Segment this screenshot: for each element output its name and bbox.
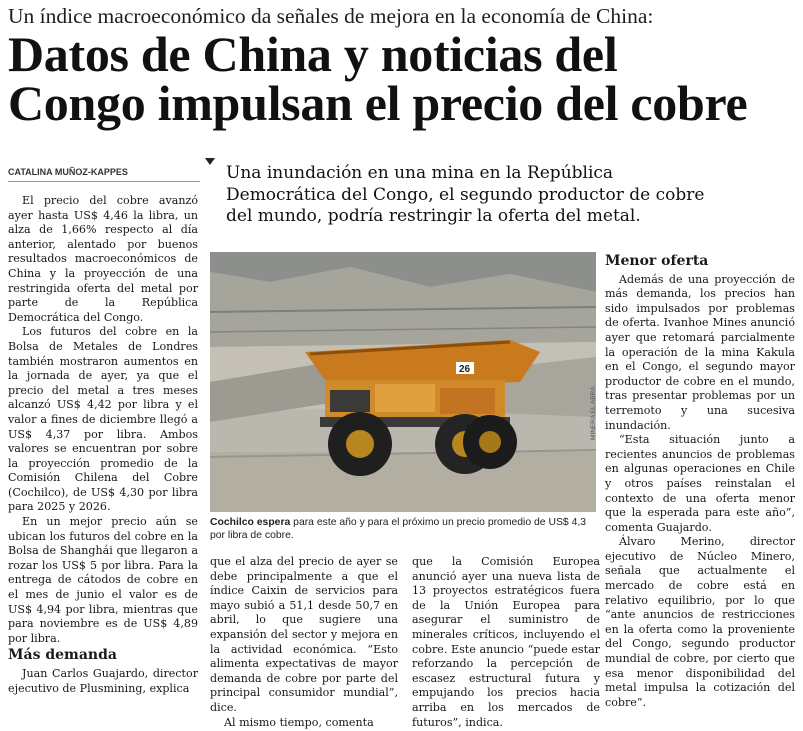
paragraph: que la Comisión Europea anunció ayer una nueva lista de 13 proyectos estratégicos fuera de la Unión Europea para asegurar el suministro de minerales críticos, incluyendo el cobre. Este anuncio “puede estar reforzando la percepción de escasez estructural futura y empujando los precios hacia arriba en los mercados de futuros”, indica. xyxy=(412,555,600,729)
paragraph: Además de una proyección de más demanda, los precios han sido impulsados por problemas de oferta. Ivanhoe Mines anunció ayer que retomará parcialmente la operación de la mina Kakula en el Congo, el segundo mayor productor de cobre en el mundo, tras presentar problemas por un terremoto y una sucesiva inundación. xyxy=(605,272,795,432)
mining-truck-photo xyxy=(210,252,596,512)
paragraph: Juan Carlos Guajardo, director ejecutivo de Plusmining, explica xyxy=(8,667,198,695)
article-column-3 xyxy=(412,555,600,730)
deck-line-1: Una inundación en una mina en la República xyxy=(226,163,614,183)
photo-illustration xyxy=(210,252,596,512)
article-column-1 xyxy=(8,194,198,696)
paragraph: En un mejor precio aún se ubican los futuros del cobre en la Bolsa de Shanghái que llegaron a rozar los US$ 5 por libra. Para la entrega de cátodos de cobre en el mes de junio el valor es de US$ 4,94 por libra, mientras que para noviembre es de US$ 4,89 por libra. xyxy=(8,515,198,645)
caption-text: para este año y para el próximo un precio promedio de US$ 4,3 por libra de cobre. xyxy=(210,517,587,541)
kicker: Un índice macroeconómico da señales de mejora en la economía de China: xyxy=(8,4,654,28)
paragraph: “Esta situación junto a recientes anuncios de problemas en algunas operaciones en Chile y otros países reinstalan el contexto de una oferta menor que la esperada para este año”, comenta Guajardo. xyxy=(605,433,795,534)
caption-lead: Cochilco espera xyxy=(210,517,291,528)
paragraph: Al mismo tiempo, comenta xyxy=(224,715,374,729)
paragraph: Álvaro Merino, director ejecutivo de Núcleo Minero, señala que actualmente el mercado de cobre está en relativo equilibrio, por lo que “ante anuncios de restricciones en la oferta como la proveniente del Congo, segundo productor mundial de cobre, por cierto que esa menor disponibilidad del metal impulsa la cotización del cobre”. xyxy=(605,535,795,709)
subheading-menor-oferta: Menor oferta xyxy=(605,253,709,269)
paragraph: Los futuros del cobre en la Bolsa de Metales de Londres también mostraron aumentos en la jornada de ayer, ya que el precio del metal a tres meses alcanzó US$ 4,42 por libra y el valor a fines de diciembre llegó a US$ 4,37 por libra. Ambos valores se encuentran por sobre la proyección promedio de la Comisión Chilena del Cobre (Cochilco), de US$ 4,30 por libra para 2025 y 2026. xyxy=(8,325,198,514)
article-column-4 xyxy=(605,252,795,710)
headline xyxy=(8,26,798,131)
article-column-2 xyxy=(210,555,398,730)
paragraph: que el alza del precio de ayer se debe principalmente a que el índice Caixin de servicios para mayo subió a 51,1 desde 50,7 en abril, lo que sugiere una expansión del sector y mejora en la actividad económica. “Esto alimenta expectativas de mayor demanda de cobre por parte del principal consumidor mundial”, dice. xyxy=(210,555,398,714)
photo-caption xyxy=(210,516,596,542)
headline-line-2: Congo impulsan el precio del cobre xyxy=(8,75,748,131)
truck-number: 26 xyxy=(459,364,471,375)
headline-line-1: Datos de China y noticias del xyxy=(8,26,618,82)
deck-line-3: del mundo, podría restringir la oferta del metal. xyxy=(226,206,641,226)
byline: CATALINA MUÑOZ-KAPPES xyxy=(8,167,200,182)
subheading-mas-demanda: Más demanda xyxy=(8,647,117,664)
deck xyxy=(226,163,766,228)
deck-line-2: Democrática del Congo, el segundo productor de cobre xyxy=(226,184,705,205)
section-marker-icon xyxy=(205,158,215,165)
photo-credit: MINERA EL ABRA xyxy=(590,386,597,440)
paragraph: El precio del cobre avanzó ayer hasta US$ 4,46 la libra, un alza de 1,66% respecto al día anterior, alentado por buenos resultados macroeconómicos de China y la proyección de una restringida oferta del metal por parte de la República Democrática del Congo. xyxy=(8,194,198,324)
